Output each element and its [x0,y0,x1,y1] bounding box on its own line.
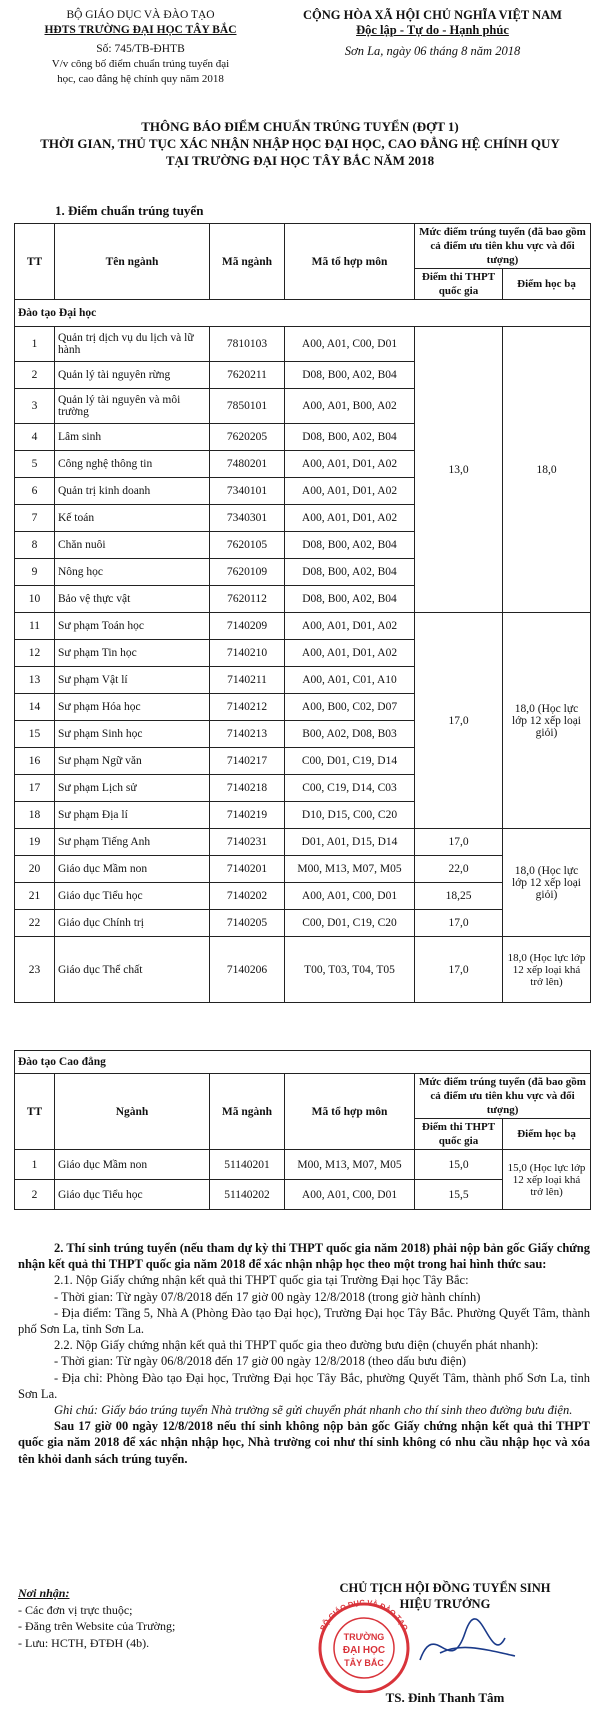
row-code: 7620109 [210,559,285,586]
row-combo: A00, A01, D01, A02 [285,478,415,505]
row-combo: A00, A01, C00, D01 [285,327,415,362]
col-thpt-score: Điểm thi THPT quốc gia [415,1119,503,1150]
row20-thpt-score: 22,0 [415,856,503,883]
row-combo: A00, A01, C00, D01 [285,1180,415,1210]
row-combo: B00, A02, D08, B03 [285,721,415,748]
section-2-body [18,1240,590,1467]
row-tt: 22 [15,910,55,937]
document-title [0,118,600,169]
row-code: 7850101 [210,389,285,424]
document-subject-line-1: V/v công bố điểm chuẩn trúng tuyển đại [51,58,230,70]
row21-thpt-score: 18,25 [415,883,503,910]
row-tt: 13 [15,667,55,694]
row23-transcript-score: 18,0 (Học lực lớp 12 xếp loại khá trở lên) [503,937,591,1003]
signer-role-2: HIỆU TRƯỞNG [399,1597,491,1611]
row-combo: A00, A01, B00, A02 [285,389,415,424]
col-major-code: Mã ngành [210,1074,285,1150]
row-name: Giáo dục Thể chất [55,937,210,1003]
row-tt: 2 [15,1180,55,1210]
row-code: 7140213 [210,721,285,748]
row-code: 7140219 [210,802,285,829]
row-tt: 1 [15,327,55,362]
row-name: Giáo dục Chính trị [55,910,210,937]
col-tt: TT [15,1074,55,1150]
row-code: 51140201 [210,1150,285,1180]
row-code: 7620105 [210,532,285,559]
row-combo: A00, B00, C02, D07 [285,694,415,721]
recipients-title: Nơi nhận: [18,1586,70,1600]
row-code: 7140218 [210,775,285,802]
signer-name: TS. Đinh Thanh Tâm [385,1690,505,1705]
place-date: Sơn La, ngày 06 tháng 8 năm 2018 [344,44,521,58]
row-tt: 16 [15,748,55,775]
row-tt: 10 [15,586,55,613]
row-name: Sư phạm Địa lí [55,802,210,829]
col-subject-combo: Mã tổ hợp môn [285,1074,415,1150]
university-score-table [14,223,591,1003]
official-stamp-icon [300,1598,590,1693]
row-combo: D08, B00, A02, B04 [285,362,415,389]
row-tt: 21 [15,883,55,910]
row-tt: 9 [15,559,55,586]
row-name: Quản lý tài nguyên rừng [55,362,210,389]
row-code: 7140205 [210,910,285,937]
council-name: HĐTS TRƯỜNG ĐẠI HỌC TÂY BẮC [44,24,237,36]
row-code: 7140210 [210,640,285,667]
option-2-1-time: - Thời gian: Từ ngày 07/8/2018 đến 17 giờ 00 ngày 12/8/2018 (trong giờ hành chính) [54,1289,481,1304]
title-line-3: TẠI TRƯỜNG ĐẠI HỌC TÂY BẮC NĂM 2018 [165,153,435,168]
svg-text:ĐẠI HỌC: ĐẠI HỌC [342,1645,386,1656]
header-right [270,8,595,59]
row-combo: C00, D01, C19, D14 [285,748,415,775]
group-university: Đào tạo Đại học [15,300,591,327]
row-tt: 19 [15,829,55,856]
option-2-2-time: - Thời gian: Từ ngày 06/8/2018 đến 17 giờ 00 ngày 12/8/2018 (theo dấu bưu điện) [54,1354,467,1369]
row-name: Kế toán [55,505,210,532]
col-score-group: Mức điểm trúng tuyển (đã bao gồm cả điểm ưu tiên khu vực và đối tượng) [415,224,591,269]
group1-thpt-score: 13,0 [415,327,503,613]
row-name: Công nghệ thông tin [55,451,210,478]
title-line-1: THÔNG BÁO ĐIỂM CHUẨN TRÚNG TUYỂN (ĐỢT 1) [141,119,459,134]
row-combo: C00, D01, C19, C20 [285,910,415,937]
row-code: 7340301 [210,505,285,532]
deadline-warning: Sau 17 giờ 00 ngày 12/8/2018 nếu thí sinh không nộp bản gốc Giấy chứng nhận kết quả thi THPT quốc gia năm 2018 để xác nhận nhập học, Nhà trường coi như thí sinh không có nhu cầu nhập học và xóa tên khỏi danh sách trúng tuyển. [18,1419,590,1466]
row-code: 7140201 [210,856,285,883]
row-name: Quản trị kinh doanh [55,478,210,505]
option-2-1: 2.1. Nộp Giấy chứng nhận kết quả thi THPT quốc gia tại Trường Đại học Tây Bắc: [54,1273,469,1288]
svg-text:BỘ GIÁO DỤC VÀ ĐÀO TẠO: BỘ GIÁO DỤC VÀ ĐÀO TẠO [318,1598,410,1632]
republic-name: CỘNG HÒA XÃ HỘI CHỦ NGHĨA VIỆT NAM [303,8,562,22]
row-tt: 12 [15,640,55,667]
row-code: 7340101 [210,478,285,505]
row-code: 7140212 [210,694,285,721]
row-tt: 5 [15,451,55,478]
recipient-item: - Các đơn vị trực thuộc; [18,1602,133,1617]
row-name: Sư phạm Tiếng Anh [55,829,210,856]
group-college: Đào tạo Cao đẳng [15,1051,591,1074]
svg-text:TRƯỜNG: TRƯỜNG [343,1632,385,1642]
section-2-intro: 2. Thí sinh trúng tuyển (nếu tham dự kỳ thi THPT quốc gia năm 2018) phải nộp bản gốc Giấy chứng nhận kết quả thi THPT quốc gia năm 2018 để xác nhận nhập học theo một trong hai hình thức sau: [18,1241,590,1272]
row-code: 7140217 [210,748,285,775]
row-combo: A00, A01, D01, A02 [285,451,415,478]
row-name: Sư phạm Toán học [55,613,210,640]
col-major-name: Tên ngành [55,224,210,300]
row-tt: 15 [15,721,55,748]
document-number: Số: 745/TB-ĐHTB [96,43,185,55]
col-major-code: Mã ngành [210,224,285,300]
row-combo: A00, A01, C01, A10 [285,667,415,694]
col-thpt-score: Điểm thi THPT quốc gia [415,269,503,300]
row22-thpt-score: 17,0 [415,910,503,937]
college-score-table [14,1050,591,1210]
row-code: 7140206 [210,937,285,1003]
row-code: 7140209 [210,613,285,640]
row-combo: D08, B00, A02, B04 [285,586,415,613]
row-code: 7140211 [210,667,285,694]
row-code: 7140231 [210,829,285,856]
row-name: Quản lý tài nguyên và môi trường [55,389,210,424]
row-name: Chăn nuôi [55,532,210,559]
row-combo: C00, C19, D14, C03 [285,775,415,802]
row-code: 7140202 [210,883,285,910]
row-tt: 6 [15,478,55,505]
row-combo: D08, B00, A02, B04 [285,559,415,586]
row-name: Giáo dục Tiểu học [55,1180,210,1210]
note: Ghi chú: Giấy báo trúng tuyển Nhà trường sẽ gửi chuyển phát nhanh cho thí sinh theo đường bưu điện. [54,1403,573,1418]
row-name: Nông học [55,559,210,586]
row-name: Sư phạm Sinh học [55,721,210,748]
row-tt: 3 [15,389,55,424]
college-transcript-score: 15,0 (Học lực lớp 12 xếp loại khá trở lên) [503,1150,591,1210]
section-1-heading: 1. Điểm chuẩn trúng tuyển [55,203,204,218]
row-name: Quản trị dịch vụ du lịch và lữ hành [55,327,210,362]
row-combo: M00, M13, M07, M05 [285,1150,415,1180]
row-tt: 1 [15,1150,55,1180]
col-score-group: Mức điểm trúng tuyển (đã bao gồm cả điểm ưu tiên khu vực và đối tượng) [415,1074,591,1119]
col-subject-combo: Mã tổ hợp môn [285,224,415,300]
document-subject-line-2: học, cao đẳng hệ chính quy năm 2018 [57,73,224,85]
row19-thpt-score: 17,0 [415,829,503,856]
group1-transcript-score: 18,0 [503,327,591,613]
row-combo: A00, A01, C00, D01 [285,883,415,910]
col-tt: TT [15,224,55,300]
row-name: Giáo dục Mầm non [55,856,210,883]
row-combo: A00, A01, D01, A02 [285,505,415,532]
row-name: Sư phạm Vật lí [55,667,210,694]
row-tt: 17 [15,775,55,802]
row-code: 7620205 [210,424,285,451]
group2-transcript-score: 18,0 (Học lực lớp 12 xếp loại giỏi) [503,613,591,829]
recipient-item: - Lưu: HCTH, ĐTĐH (4b). [18,1635,150,1650]
row-combo: A00, A01, D01, A02 [285,640,415,667]
col-major-name: Ngành [55,1074,210,1150]
option-2-2: 2.2. Nộp Giấy chứng nhận kết quả thi THPT quốc gia theo đường bưu điện (chuyển phát nhanh): [54,1338,539,1353]
row-tt: 11 [15,613,55,640]
row-name: Sư phạm Tin học [55,640,210,667]
col-transcript-score: Điểm học bạ [503,1119,591,1150]
title-line-2: THỜI GIAN, THỦ TỤC XÁC NHẬN NHẬP HỌC ĐẠI HỌC, CAO ĐẲNG HỆ CHÍNH QUY [40,136,560,151]
col-transcript-score: Điểm học bạ [503,269,591,300]
row-code: 7480201 [210,451,285,478]
row-name: Giáo dục Mầm non [55,1150,210,1180]
row-tt: 23 [15,937,55,1003]
row-tt: 18 [15,802,55,829]
row-combo: D08, B00, A02, B04 [285,424,415,451]
row-tt: 7 [15,505,55,532]
header-left [8,8,273,87]
row-combo: D01, A01, D15, D14 [285,829,415,856]
row-code: 7620112 [210,586,285,613]
national-motto: Độc lập - Tự do - Hạnh phúc [356,23,509,37]
row-name: Lâm sinh [55,424,210,451]
row-tt: 14 [15,694,55,721]
row-combo: D08, B00, A02, B04 [285,532,415,559]
row-code: 7620211 [210,362,285,389]
row-combo: D10, D15, C00, C20 [285,802,415,829]
row-combo: T00, T03, T04, T05 [285,937,415,1003]
row-tt: 20 [15,856,55,883]
row-tt: 2 [15,362,55,389]
row-thpt-score: 15,0 [415,1150,503,1180]
row-combo: M00, M13, M07, M05 [285,856,415,883]
row-name: Bảo vệ thực vật [55,586,210,613]
row23-thpt-score: 17,0 [415,937,503,1003]
row-name: Sư phạm Hóa học [55,694,210,721]
svg-text:TÂY BẮC: TÂY BẮC [344,1658,384,1668]
row-name: Sư phạm Lịch sử [55,775,210,802]
signer-role-1: CHỦ TỊCH HỘI ĐỒNG TUYỂN SINH [339,1581,551,1595]
row-name: Giáo dục Tiểu học [55,883,210,910]
row-combo: A00, A01, D01, A02 [285,613,415,640]
recipients [18,1585,175,1651]
row-code: 7810103 [210,327,285,362]
group2-thpt-score: 17,0 [415,613,503,829]
row-code: 51140202 [210,1180,285,1210]
row-thpt-score: 15,5 [415,1180,503,1210]
option-2-1-location: - Địa điểm: Tầng 5, Nhà A (Phòng Đào tạo Đại học), Trường Đại học Tây Bắc. Phường Quyết Tâm, thành phố Sơn La, tỉnh Sơn La. [18,1305,590,1337]
option-2-2-address: - Địa chỉ: Phòng Đào tạo Đại học, Trường Đại học Tây Bắc, phường Quyết Tâm, thành phố Sơn La, tỉnh Sơn La. [18,1370,590,1401]
row-tt: 4 [15,424,55,451]
ministry-name: BỘ GIÁO DỤC VÀ ĐÀO TẠO [66,9,215,21]
recipient-item: - Đăng trên Website của Trường; [18,1619,176,1633]
group3-transcript-score: 18,0 (Học lực lớp 12 xếp loại giỏi) [503,829,591,937]
row-tt: 8 [15,532,55,559]
row-name: Sư phạm Ngữ văn [55,748,210,775]
